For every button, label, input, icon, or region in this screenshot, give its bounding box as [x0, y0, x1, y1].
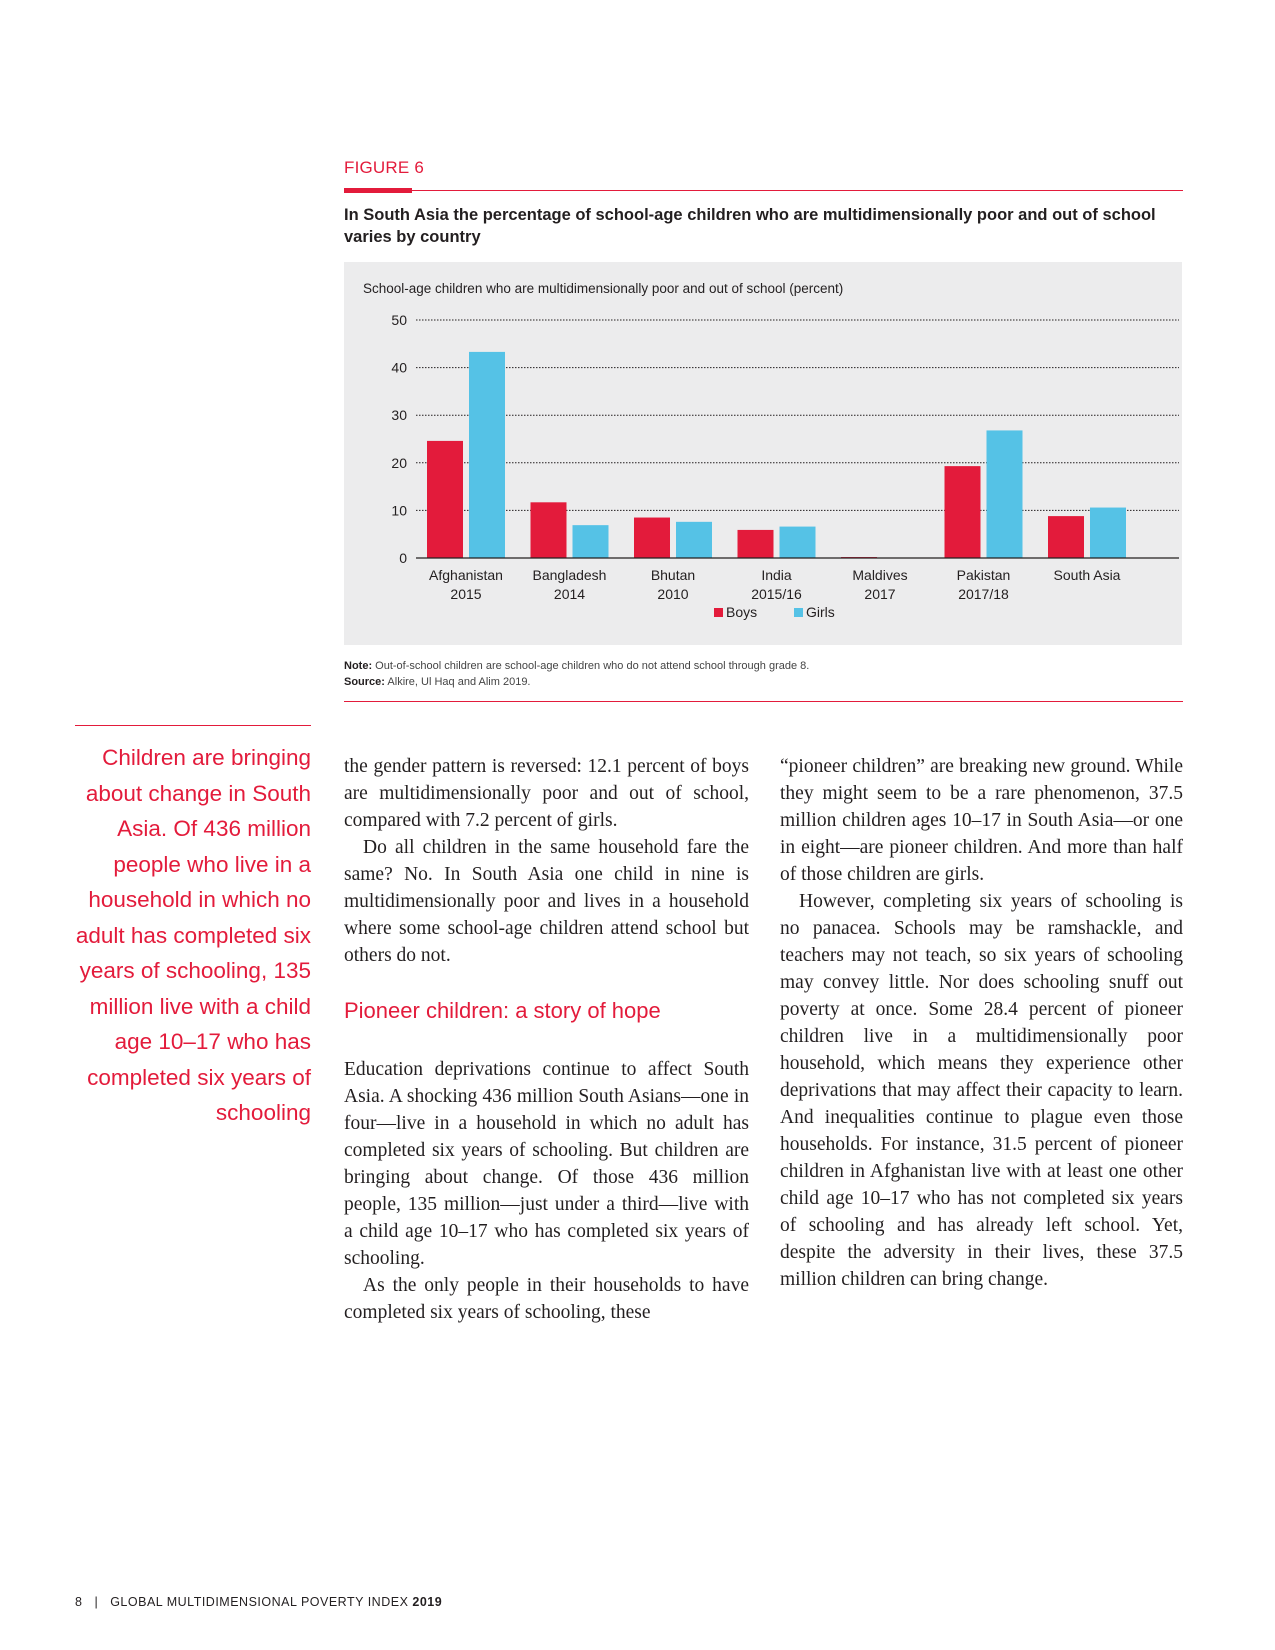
chart-panel	[344, 262, 1182, 645]
source-label: Source:	[344, 676, 385, 688]
note-label: Note:	[344, 660, 373, 672]
bar-girls	[469, 352, 505, 558]
x-tick-label-year: 2010	[657, 586, 689, 602]
body-column-left	[344, 753, 749, 1326]
bar-girls	[573, 525, 609, 558]
page-footer	[75, 1595, 442, 1609]
bar-boys	[634, 518, 670, 558]
pull-quote: Children are bringing about change in South Asia. Of 436 million people who live in a household in which no adult has completed six years of schooling, 135 million live with a child age 10–17 who has completed six years of schooling	[75, 745, 311, 1125]
x-tick-label: Maldives	[852, 567, 908, 583]
x-tick-label: Bhutan	[650, 567, 696, 583]
pull-quote-rule	[75, 725, 311, 726]
y-tick-label: 10	[391, 502, 407, 519]
x-tick-label-year: 2015/16	[751, 586, 802, 602]
figure-note	[344, 658, 1179, 690]
body-paragraph: the gender pattern is reversed: 12.1 percent of boys are multidimensionally poor and out of school, compared with 7.2 percent of girls.	[344, 756, 749, 831]
y-tick-label: 40	[391, 359, 407, 376]
publication-title: GLOBAL MULTIDIMENSIONAL POVERTY INDEX	[110, 1595, 409, 1609]
legend-swatch-boys	[714, 608, 723, 617]
bar-boys	[738, 530, 774, 558]
chart-title: School-age children who are multidimensionally poor and out of school (percent)	[363, 281, 844, 296]
body-paragraph: However, completing six years of schooling is no panacea. Schools may be ramshackle, and teachers may not teach, so six years of schooling may convey little. Nor does schooling snuff out poverty at once. Some 28.4 percent of pioneer children live in a multidimensionally poor household, which means they experience other deprivations that may affect their capacity to learn. And inequalities continue to plague even those households. For instance, 31.5 percent of pioneer children in Afghanistan live with at least one other child age 10–17 who has not completed six years of schooling and has already left school. Yet, despite the adversity in their lives, these 37.5 million children can bring change.	[780, 891, 1183, 1290]
body-column-right	[780, 753, 1183, 1293]
body-paragraph: Do all children in the same household fare the same? No. In South Asia one child in nine is multidimensionally poor and lives in a household where some school-age children attend school but others do not.	[344, 837, 749, 966]
legend-label-girls: Girls	[806, 604, 835, 620]
x-tick-label-year: 2015	[450, 586, 482, 602]
bar-boys	[1048, 516, 1084, 558]
source-line	[344, 674, 1179, 690]
source-text: Alkire, Ul Haq and Alim 2019.	[384, 676, 531, 688]
x-tick-label: Afghanistan	[429, 567, 503, 583]
figure-rule-accent	[344, 188, 412, 193]
bar-girls	[1090, 508, 1126, 558]
bar-chart	[344, 262, 1182, 645]
body-paragraph: “pioneer children” are breaking new ground. While they might seem to be a rare phenomenon, 37.5 million children ages 10–17 in South Asia—or one in eight—are pioneer children. And more than half of those children are girls.	[780, 756, 1183, 885]
figure-label: FIGURE 6	[344, 158, 425, 177]
page-number: 8	[75, 1595, 83, 1609]
bar-girls	[987, 430, 1023, 558]
x-tick-label: Pakistan	[956, 567, 1011, 583]
y-tick-label: 0	[399, 550, 407, 566]
bar-boys	[531, 502, 567, 558]
x-tick-label: Bangladesh	[532, 567, 607, 583]
x-tick-label-year: 2014	[553, 586, 586, 602]
note-text: Out-of-school children are school-age children who do not attend school through grade 8.	[372, 660, 810, 672]
section-heading: Pioneer children: a story of hope	[344, 998, 661, 1023]
x-tick-label: South Asia	[1053, 567, 1121, 583]
y-tick-label: 20	[391, 454, 407, 471]
x-tick-label-year: 2017	[864, 586, 896, 602]
footer-separator: |	[94, 1595, 99, 1609]
figure-title: In South Asia the percentage of school-age children who are multidimensionally poor and out of school varies by country	[344, 206, 1156, 246]
y-tick-label: 50	[391, 312, 407, 328]
bar-girls	[676, 522, 712, 558]
x-tick-label: India	[761, 567, 792, 583]
bar-boys	[945, 466, 981, 558]
x-tick-label-year: 2017/18	[958, 586, 1009, 602]
note-line	[344, 658, 1179, 674]
publication-year: 2019	[412, 1595, 443, 1609]
legend-label-boys: Boys	[726, 604, 758, 620]
body-paragraph: As the only people in their households to have completed six years of schooling, these	[344, 1275, 749, 1323]
bar-boys	[427, 441, 463, 558]
legend-swatch-girls	[794, 608, 803, 617]
bar-girls	[780, 527, 816, 558]
note-rule	[344, 701, 1183, 702]
figure-rule	[344, 190, 1183, 191]
y-tick-label: 30	[391, 407, 407, 424]
body-paragraph: Education deprivations continue to affect South Asia. A shocking 436 million South Asians—one in four—live in a household in which no adult has completed six years of schooling. But children are bringing about change. Of those 436 million people, 135 million—just under a third—live with a child age 10–17 who has completed six years of schooling.	[344, 1059, 749, 1269]
